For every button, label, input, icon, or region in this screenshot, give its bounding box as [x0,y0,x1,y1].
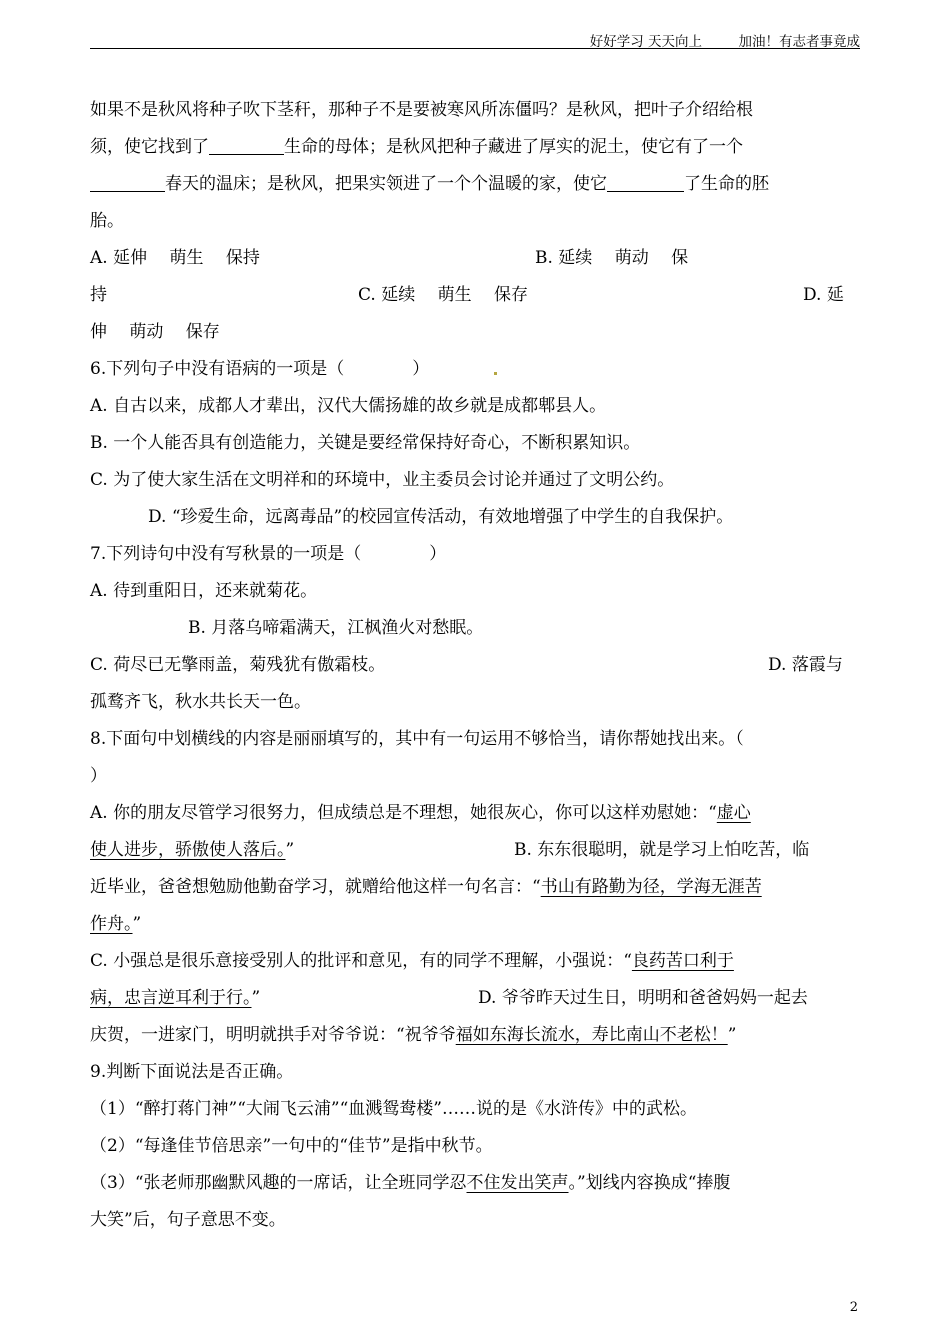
q7-options-row [90,647,860,684]
q7-option-c: C. 荷尽已无擎雨盖，菊残犹有傲霜枝。 [90,655,386,675]
q5-options-row: 伸 萌动 保存 [90,322,220,342]
q8-option-a: A. 你的朋友尽管学习很努力，但成绩总是不理想，她很灰心，你可以这样劝慰她：“虚心 [90,803,751,823]
passage-line: 春天的温床；是秋风，把果实领进了一个个温暖的家，使它 了生命的胚 [90,166,860,203]
passage-line: 胎。 [90,211,124,231]
q7-option-d: D. 落霞与 [768,655,843,675]
underlined-answer: 福如东海长流水，寿比南山不老松！ [455,1025,728,1045]
fill-blank-1 [209,132,284,155]
q5-options-row [90,240,860,277]
q9-statement-3: 大笑”后，句子意思不变。 [90,1210,286,1230]
q6-option-d: D. “珍爱生命，远离毒品”的校园宣传活动，有效地增强了中学生的自我保护。 [148,507,734,527]
q8-option-d: D. 爷爷昨天过生日，明明和爸爸妈妈一起去 [478,988,808,1008]
q8-option-b: 作舟。” [90,914,142,934]
q8-stem: 8.下面句中划横线的内容是丽丽填写的，其中有一句运用不够恰当，请你帮她找出来。（ [90,729,744,749]
fill-blank-3 [607,169,684,192]
document-body [90,92,860,1239]
q6-option-a: A. 自古以来，成都人才辈出，汉代大儒扬雄的故乡就是成都郫县人。 [90,396,607,416]
q7-stem: 7.下列诗句中没有写秋景的一项是（ ） [90,544,447,564]
underlined-phrase: 不住发出笑声 [466,1173,569,1193]
q7-option-a: A. 待到重阳日，还来就菊花。 [90,581,318,601]
q6-option-b: B. 一个人能否具有创造能力，关键是要经常保持好奇心，不断积累知识。 [90,433,641,453]
q5-option-a: A. 延伸 萌生 保持 [90,248,260,268]
q5-option-d: D. 延 [803,285,844,305]
q5-options-row: 持 C. 延续 萌生 保存 D. 延 [90,277,860,314]
passage-line: 须，使它找到了 生命的母体；是秋风把种子藏进了厚实的泥土，使它有了一个 [90,129,860,166]
passage-line: 如果不是秋风将种子吹下茎秆，那种子不是要被寒风所冻僵吗？是秋风，把叶子介绍给根 [90,100,753,120]
q8-stem: ） [90,766,107,786]
page-number: 2 [849,1300,858,1315]
page-header [90,30,860,49]
underlined-answer: 作舟。 [90,914,133,934]
q6-option-c: C. 为了使大家生活在文明祥和的环境中，业主委员会讨论并通过了文明公约。 [90,470,675,490]
q8-option-b: B. 东东很聪明，就是学习上怕吃苦，临 [514,840,810,860]
header-motto-left: 好好学习 天天向上 [589,34,702,50]
q5-option-c: C. 延续 萌生 保存 [358,285,529,305]
q9-stem: 9.判断下面说法是否正确。 [90,1062,294,1082]
q5-option-b: B. 延续 萌动 保 [535,248,689,268]
q8-option-c: 病，忠言逆耳利于行。” D. 爷爷昨天过生日，明明和爸爸妈妈一起去 [90,980,860,1017]
q8-option-c: C. 小强总是很乐意接受别人的批评和意见，有的同学不理解，小强说：“良药苦口利于 [90,951,734,971]
underlined-answer: 书山有路勤为径，学海无涯苦 [540,877,762,897]
header-motto-right: 加油！有志者事竟成 [738,34,860,50]
underlined-answer: 良药苦口利于 [631,951,734,971]
q6-stem: 6.下列句子中没有语病的一项是（ ） [90,359,430,379]
q7-options-row: 孤鹜齐飞，秋水共长天一色。 [90,692,311,712]
fill-blank-2 [90,169,165,192]
q8-option-d: 庆贺，一进家门，明明就拱手对爷爷说：“祝爷爷福如东海长流水，寿比南山不老松！” [90,1025,737,1045]
q7-option-b: B. 月落乌啼霜满天，江枫渔火对愁眠。 [188,618,484,638]
q8-option-a: 使人进步，骄傲使人落后。” B. 东东很聪明，就是学习上怕吃苦，临 [90,832,860,869]
q8-option-b: 近毕业，爸爸想勉励他勤奋学习，就赠给他这样一句名言：“书山有路勤为径，学海无涯苦 [90,877,762,897]
q9-statement-3: （3）“张老师那幽默风趣的一席话，让全班同学忍不住发出笑声。”划线内容换成“捧腹 [90,1173,731,1193]
q9-statement-1: （1）“醉打蒋门神”“大闹飞云浦”“血溅鸳鸯楼”……说的是《水浒传》中的武松。 [90,1099,697,1119]
underlined-answer: 使人进步，骄傲使人落后。 [90,840,286,860]
underlined-answer: 虚心 [716,803,751,823]
underlined-answer: 病，忠言逆耳利于行。 [90,988,252,1008]
q9-statement-2: （2）“每逢佳节倍思亲”一句中的“佳节”是指中秋节。 [90,1136,493,1156]
